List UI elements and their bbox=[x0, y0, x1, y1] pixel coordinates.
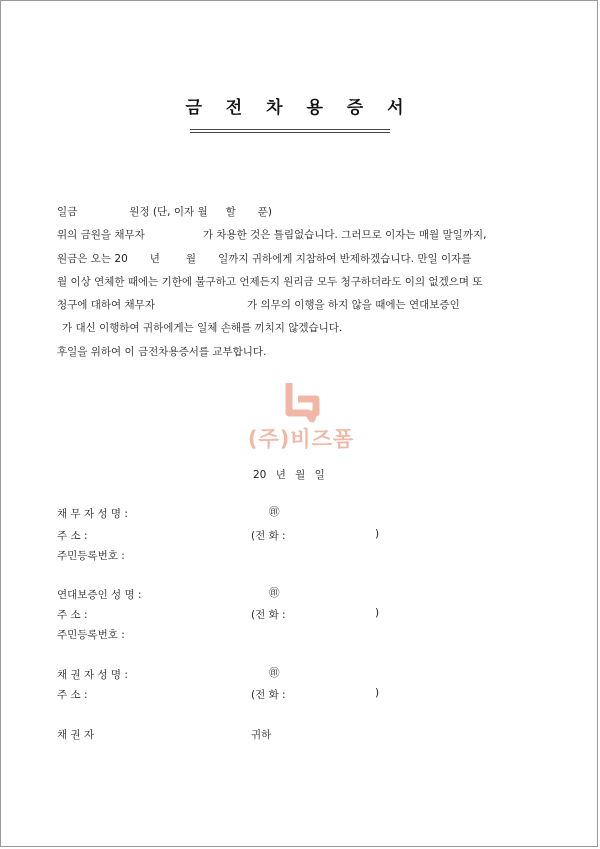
addressee-label: 채 권 자 bbox=[57, 729, 95, 741]
creditor-phone-close: ) bbox=[375, 687, 380, 699]
title-underline-top bbox=[190, 129, 390, 130]
guarantor-name-label: 연대보증인 성 명 : bbox=[57, 589, 142, 601]
creditor-seal-icon: ㊞ bbox=[269, 667, 280, 679]
loan-statement-body bbox=[57, 201, 547, 364]
guarantor-phone-close: ) bbox=[375, 607, 380, 619]
document-title: 금 전 차 용 증 서 bbox=[185, 98, 413, 118]
body-line-3: 원금은 오는 20 년 월 일까지 귀하에게 지참하여 반제하겠습니다. 만일 이자를 bbox=[57, 252, 472, 265]
guarantor-rrn-label: 주민등록번호 : bbox=[57, 629, 125, 641]
creditor-phone-label: (전 화 : bbox=[251, 689, 286, 701]
body-line-5: 청구에 대하여 채무자 가 의무의 이행을 하지 않을 때에는 연대보증인 bbox=[57, 299, 460, 312]
bizform-watermark bbox=[236, 379, 366, 459]
guarantor-seal-icon: ㊞ bbox=[269, 587, 280, 599]
addressee-honorific: 귀하 bbox=[251, 729, 272, 741]
body-line-2: 위의 금원을 채무자 가 차용한 것은 틀림없습니다. 그러므로 이자는 매월 말일까지, bbox=[57, 229, 487, 242]
body-line-7: 후일을 위하여 이 금전차용증서를 교부합니다. bbox=[57, 345, 267, 358]
debtor-phone-close: ) bbox=[375, 528, 380, 540]
debtor-address-label: 주 소 : bbox=[57, 530, 88, 542]
title-underline-bottom bbox=[190, 132, 390, 133]
bizform-logo-icon bbox=[236, 379, 366, 425]
creditor-address-label: 주 소 : bbox=[57, 689, 88, 701]
debtor-name-label: 채 무 자 성 명 : bbox=[57, 508, 128, 520]
amount-line: 일금 원정 (단, 이자 월 할 푼) bbox=[57, 206, 273, 218]
body-line-6: 가 대신 이행하여 귀하에게는 일체 손해를 끼치지 않겠습니다. bbox=[62, 322, 343, 335]
debtor-rrn-label: 주민등록번호 : bbox=[57, 550, 125, 562]
guarantor-address-label: 주 소 : bbox=[57, 609, 88, 621]
debtor-seal-icon: ㊞ bbox=[269, 506, 280, 518]
document-date: 20 년 월 일 bbox=[253, 469, 325, 481]
debtor-phone-label: (전 화 : bbox=[251, 530, 286, 542]
creditor-name-label: 채 권 자 성 명 : bbox=[57, 669, 128, 681]
watermark-text: (주)비즈폼 bbox=[247, 427, 355, 451]
guarantor-phone-label: (전 화 : bbox=[251, 609, 286, 621]
body-line-4: 월 이상 연체한 때에는 기한에 불구하고 언제든지 원리금 모두 청구하더라도 이의 없겠으며 또 bbox=[57, 275, 483, 288]
